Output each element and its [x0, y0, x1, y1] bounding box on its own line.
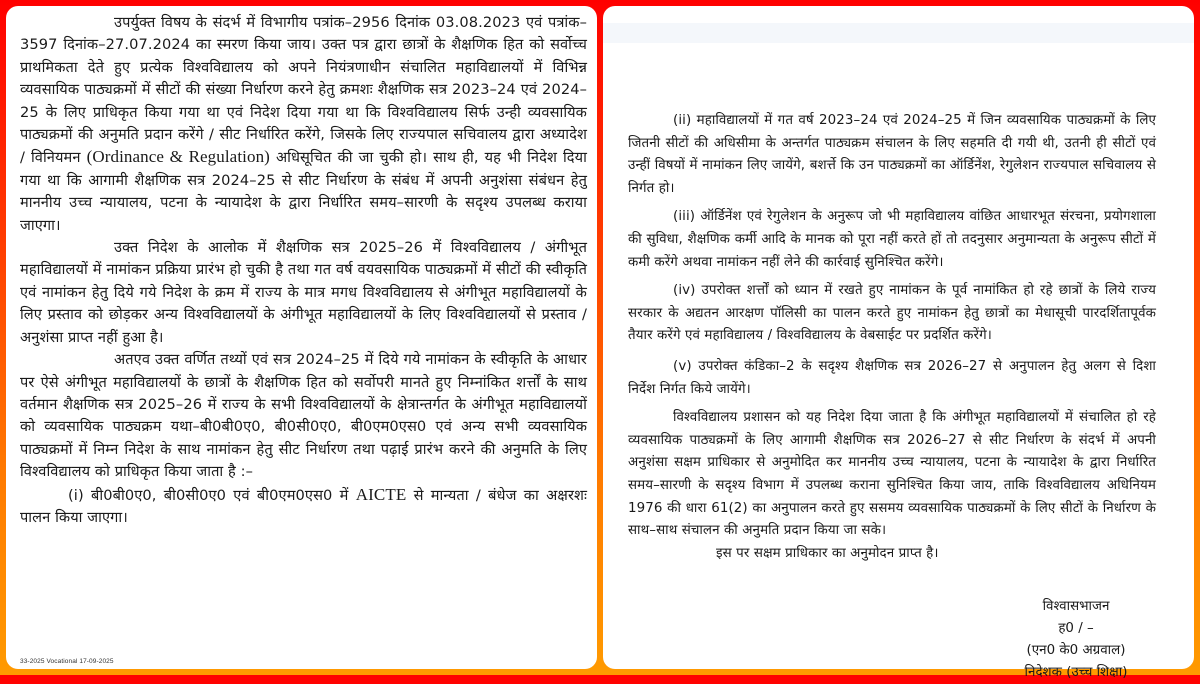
condition-ii-label: (ii)	[673, 113, 692, 128]
condition-v-label: (v)	[673, 358, 692, 374]
condition-iii-label: (iii)	[673, 209, 696, 225]
letter-page-left	[6, 6, 597, 669]
signatory-name: (एन0 के0 अग्रवाल)	[1026, 643, 1126, 658]
condition-iii	[628, 206, 1156, 274]
directive-paragraph: विश्वविद्यालय प्रशासन को यह निदेश दिया जाता है कि अंगीभूत महाविद्यालयों में संचालित हो रहे व्यवसायिक पाठ्यक्रमों के लिए आगामी शैक्षणिक सत्र 2026–27 से सीट निर्धारण के संदर्भ में अपनी अनुशंसा सक्षम प्राधिकार से अनुमोदित कर माननीय उच्च न्यायालय, पटना के न्यायादेश के द्वारा निर्धारित समय–सारणी के सदृश्य विभाग में उपलब्ध कराना सुनिश्चित किया जाय, ताकि विश्वविद्यालय अधिनियम 1976 की धारा 61(2) का अनुपालन करते हुए ससमय व्यवसायिक पाठ्यक्रमों के लिए सीटों के निर्धारण के साथ–साथ संचालन की अनुमति प्रदान किया जा सके।	[628, 410, 1156, 539]
condition-iv-text: उपरोक्त शर्त्तों को ध्यान में रखते हुए नामांकन के पूर्व नामांकित हो रहे छात्रों के लिये राज्य सरकार के अद्यतन आरक्षण पॉलिसी का पालन करते हुए नामांकन हेतु छात्रों का मेधासूची पारदर्शितापूर्वक तैयार करेंगे एवं महाविद्यालय / विश्वविद्यालय के वेबसाईट पर प्रदर्शित करेंगे।	[628, 283, 1157, 344]
condition-iv	[628, 280, 1156, 348]
ordinance-regulation-term: (Ordinance & Regulation)	[86, 147, 270, 167]
condition-i-text: बी0बी0ए0, बी0सी0ए0 एवं बी0एम0एस0 में	[91, 486, 349, 504]
condition-iii-text: ऑर्डिनेंश एवं रेगुलेशन के अनुरूप जो भी महाविद्यालय वांछित आधारभूत संरचना, प्रयोगशाला की सुविधा, शैक्षणिक कर्मी आदि के मानक को पूरा नहीं करते हों तो तदनुसार अनुमान्यता के अनुरूप सीटों में कमी करेंगे अथवा नामांकन नहीं लेने की कार्रवाई सुनिश्चित करेंगे।	[628, 209, 1157, 270]
condition-v	[628, 356, 1156, 401]
signatory-designation: निदेशक (उच्च शिक्षा)	[1024, 665, 1128, 680]
condition-i	[20, 484, 587, 530]
reference-text-continued: अधिसूचित की जा चुकी हो। साथ ही, यह भी निदेश दिया गया था कि आगामी शैक्षणिक सत्र 2024–25 से सीट निर्धारण के संबंध में अपनी अनुशंसा संबंधन हेतु माननीय उच्च न्यायालय, पटना के न्यायादेश के द्वारा निर्धारित समय–सारणी के सदृश्य उपलब्ध कराया जाएगा।	[20, 149, 587, 234]
page-top-band	[603, 23, 1194, 43]
condition-ii-text: महाविद्यालयों में गत वर्ष 2023–24 एवं 2024–25 में जिन व्यवसायिक पाठ्यक्रमों के लिए जितनी सीटों की अधिसीमा के अन्तर्गत पाठ्यक्रम संचालन के लिए सहमति दी गयी थी, उतनी ही सीटों एवं उन्हीं विषयों में नामांकन लिए जायेंगे, बशर्त्ते कि उन पाठ्यक्रमों का ऑर्डिनेंश, रेगुलेशन राज्यपाल सचिवालय से निर्गत हो।	[628, 113, 1156, 196]
approval-statement: इस पर सक्षम प्राधिकार का अनुमोदन प्राप्त है।	[716, 545, 939, 561]
condition-i-text-continued: से मान्यता / बंधेज का अक्षरशः पालन किया जाएगा।	[20, 486, 587, 526]
closing-salutation: विश्वासभाजन	[1042, 599, 1110, 614]
right-page-content	[628, 110, 1157, 680]
admission-process-paragraph: उक्त निदेश के आलोक में शैक्षणिक सत्र 2025–26 में विश्वविद्यालय / अंगीभूत महाविद्यालयों में नामांकन प्रक्रिया प्रारंभ हो चुकी है तथा गत वर्ष वयवसायिक पाठ्यक्रमों में सीटों की स्वीकृति एवं नामांकन हेतु दिये गये निदेश के क्रम में राज्य के मात्र मगध विश्वविद्यालय से अंगीभूत महाविद्यालयों के लिए प्रस्ताव को छोड़कर अन्य विश्वविद्यालयों के अंगीभूत महाविद्यालयों के लिए विश्वविद्यालयों से प्रस्ताव / अनुशंसा प्राप्त नहीं हुआ है।	[20, 239, 587, 346]
reference-paragraph	[20, 12, 587, 237]
signature-block	[996, 596, 1156, 684]
condition-v-text: उपरोक्त कंडिका–2 के सदृश्य शैक्षणिक सत्र 2026–27 से अनुपालन हेतु अलग से दिशा निर्देश निर्गत किये जायेंगे।	[628, 358, 1156, 397]
condition-iv-label: (iv)	[673, 283, 696, 299]
authorization-paragraph: अतएव उक्त वर्णित तथ्यों एवं सत्र 2024–25 में दिये गये नामांकन के स्वीकृति के आधार पर ऐसे अंगीभूत महाविद्यालयों के छात्रों के शैक्षणिक हित को सर्वोपरी मानते हुए निम्नांकित शर्त्तों के साथ वर्तमान शैक्षणिक सत्र 2025–26 में राज्य के सभी विश्वविद्यालयों के क्षेत्रान्तर्गत के अंगीभूत महाविद्यालयों को व्यवसायिक पाठ्यक्रम यथा–बी0बी0ए0, बी0सी0ए0, बी0एम0एस0 एवं अन्य सभी व्यवसायिक पाठ्यक्रमों में निम्न निदेश के साथ नामांकन हेतु सीट निर्धारण तथा पढ़ाई प्रारंभ करने की अनुमति के लिए विश्वविद्यालय को प्राधिकृत किया जाता है :–	[20, 351, 587, 481]
document-footer-reference: 33-2025 Vocational 17-09-2025	[20, 658, 114, 665]
condition-ii	[628, 110, 1156, 200]
reference-text: उपर्युक्त विषय के संदर्भ में विभागीय पत्रांक–2956 दिनांक 03.08.2023 एवं पत्रांक–3597 दिनांक–27.07.2024 का स्मरण किया जाय। उक्त पत्र द्वारा छात्रों के शैक्षणिक हित को सर्वोच्च प्राथमिकता देते हुए प्रत्येक विश्वविद्यालय को अपने नियंत्रणाधीन संचालित महाविद्यालयों में विभिन्न व्यवसायिक पाठ्यक्रमों में सीटों की संख्या निर्धारण करने हेतु क्रमशः शैक्षणिक सत्र 2023–24 एवं 2024–25 के लिए प्राधिकृत किया गया था एवं निदेश दिया गया था कि विश्वविद्यालय सिर्फ उन्ही व्यवसायिक पाठ्यक्रमों की अनुमति प्रदान करेंगे / सीट निर्धारित करेंगे, जिसके लिए राज्यपाल सचिवालय द्वारा अध्यादेश / विनियमन	[20, 14, 587, 167]
aicte-term: AICTE	[355, 484, 407, 504]
condition-i-label: (i)	[68, 486, 84, 504]
letter-page-right	[603, 6, 1194, 680]
signed-mark: ह0 / –	[1058, 621, 1094, 636]
